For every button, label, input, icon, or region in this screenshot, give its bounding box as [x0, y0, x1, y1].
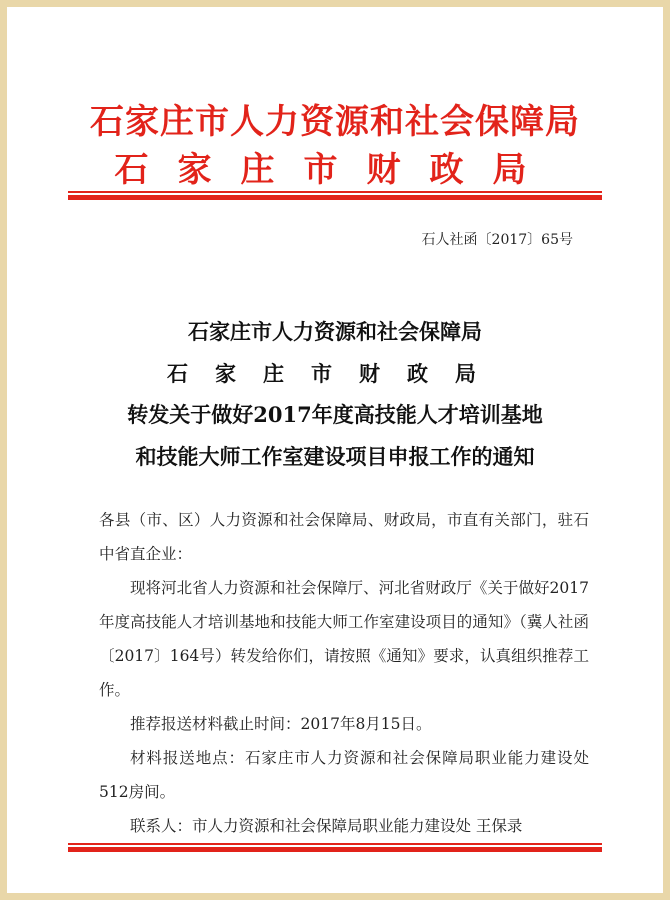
document-number: 石人社函〔2017〕65号	[421, 232, 573, 248]
document-page	[7, 7, 663, 893]
notice-paragraph: 现将河北省人力资源和社会保障厅、河北省财政厅《关于做好2017年度高技能人才培训基地和技能大师工作室建设项目的通知》（冀人社函〔2017〕164号）转发给你们，请按照《通知》要求，认真组织推荐工作。	[99, 579, 589, 699]
addressee-paragraph: 各县（市、区）人力资源和社会保障局、财政局，市直有关部门，驻石中省直企业：	[99, 511, 589, 563]
issuer-name-finance: 石家庄市财政局	[114, 150, 556, 190]
header-red-rule-thick	[68, 195, 602, 200]
title-issuer-finance: 石家庄市财政局	[167, 361, 503, 386]
title-subject-line-2: 和技能大师工作室建设项目申报工作的通知	[135, 444, 535, 469]
location-paragraph: 材料报送地点：石家庄市人力资源和社会保障局职业能力建设处512房间。	[99, 749, 589, 801]
header-red-rule-thin	[68, 191, 602, 193]
title-subject-line-1: 转发关于做好2017年度高技能人才培训基地	[127, 402, 543, 427]
footer-red-rule-thick	[68, 847, 602, 852]
deadline-paragraph: 推荐报送材料截止时间：2017年8月15日。	[130, 715, 432, 733]
issuer-name-hrss: 石家庄市人力资源和社会保障局	[90, 102, 580, 142]
title-issuer-hrss: 石家庄市人力资源和社会保障局	[188, 319, 482, 344]
footer-red-rule-thin	[68, 843, 602, 845]
contact-paragraph: 联系人：市人力资源和社会保障局职业能力建设处 王保录	[130, 817, 523, 835]
